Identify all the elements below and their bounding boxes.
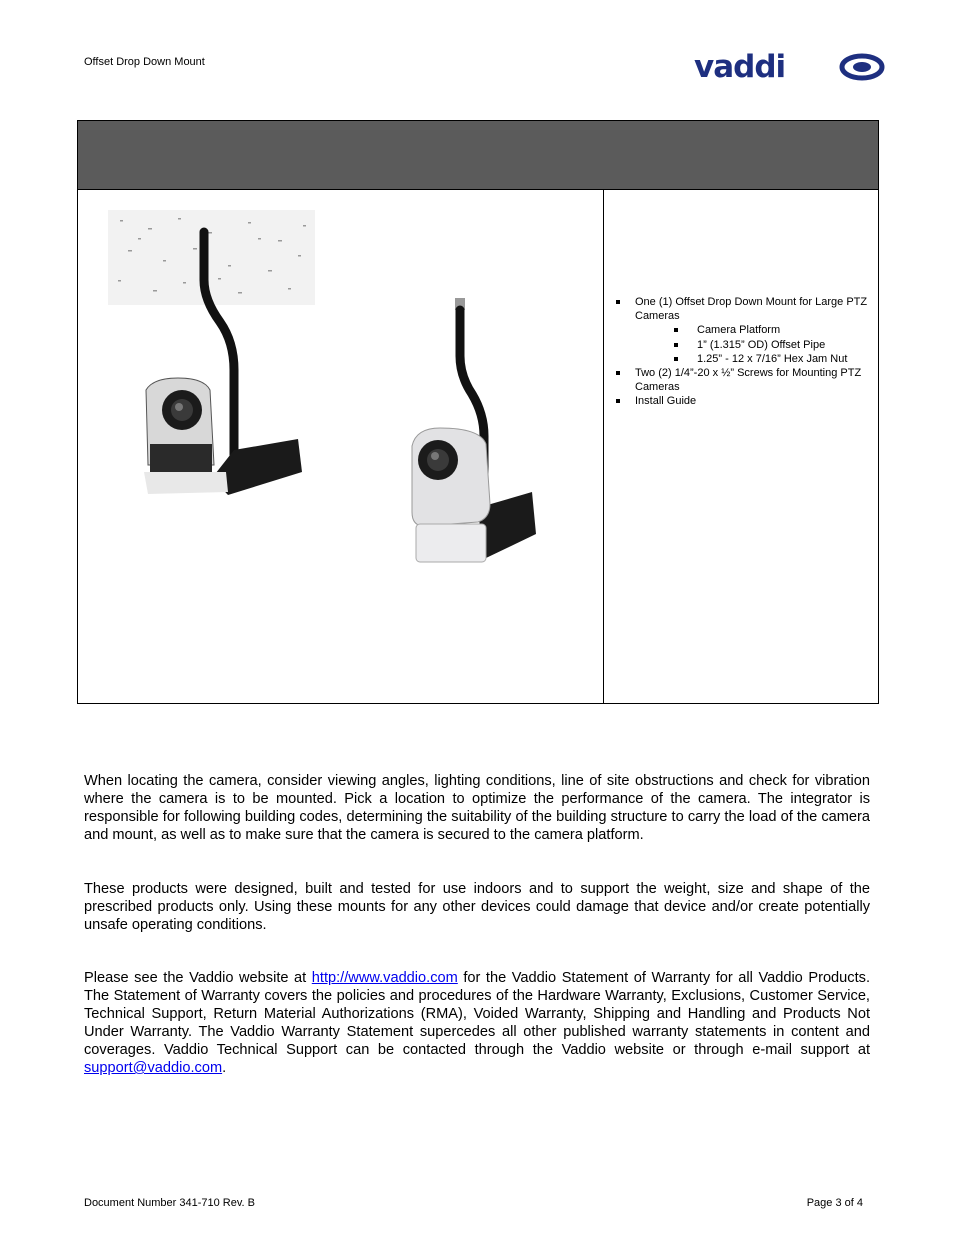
warranty-text: Please see the Vaddio website at <box>84 970 312 986</box>
list-item: 1.25” - 12 x 7/16” Hex Jam Nut <box>613 352 873 366</box>
svg-text:vaddi: vaddi <box>694 50 786 84</box>
location-paragraph: When locating the camera, consider viewing angles, lighting conditions, line of site obstructions and check for vibration where the camera is to be mounted. Pick a location to optimize the performance of the camera. The integrator is responsible for following building codes, determining the suitability of the building structure to carry the load of the camera and mount, as well as to make sure that the camera is secured to the camera platform. <box>84 773 870 843</box>
warranty-text: for the Vaddio Statement of Warranty for all Vaddio Products. The Statement of Warranty covers the policies and procedures of the Hardware Warranty, Exclusions, Customer Service, Technical Support, Return Material Authorizations (RMA), Voided Warranty, Shipping and Handling and Products Not Under Warranty. The Vaddio Warranty Statement supercedes all other published warranty statements in content and coverages. Vaddio Technical Support can be contacted through the Vaddio website or through e-mail support at <box>84 970 870 1058</box>
list-item: One (1) Offset Drop Down Mount for Large PTZ Cameras <box>613 295 873 323</box>
warranty-paragraph <box>84 969 870 1077</box>
list-item: Camera Platform <box>613 323 873 337</box>
support-email-link[interactable]: support@vaddio.com <box>84 1060 223 1076</box>
warranty-text: . <box>222 1060 227 1076</box>
column-divider <box>603 189 604 703</box>
list-item: Install Guide <box>613 394 873 408</box>
list-item: Two (2) 1/4”-20 x ½” Screws for Mounting PTZ Cameras <box>613 366 873 394</box>
package-contents-list <box>613 295 873 409</box>
list-item: 1” (1.315” OD) Offset Pipe <box>613 338 873 352</box>
wall-offset-camera-image <box>398 296 548 576</box>
header-title: Offset Drop Down Mount <box>84 56 205 68</box>
package-contents-box <box>77 120 879 704</box>
indoor-use-paragraph: These products were designed, built and tested for use indoors and to support the weight, size and shape of the prescribed products only. Using these mounts for any other devices could damage that device and/or create potentially unsafe operating conditions. <box>84 881 870 933</box>
section-header-bar <box>78 121 878 190</box>
page-number: Page 3 of 4 <box>806 1197 863 1209</box>
ceiling-mounted-camera-image <box>108 210 318 500</box>
vaddio-website-link[interactable]: http://www.vaddio.com <box>311 970 458 986</box>
vaddio-logo <box>694 50 886 84</box>
document-number: Document Number 341-710 Rev. B <box>84 1197 255 1209</box>
